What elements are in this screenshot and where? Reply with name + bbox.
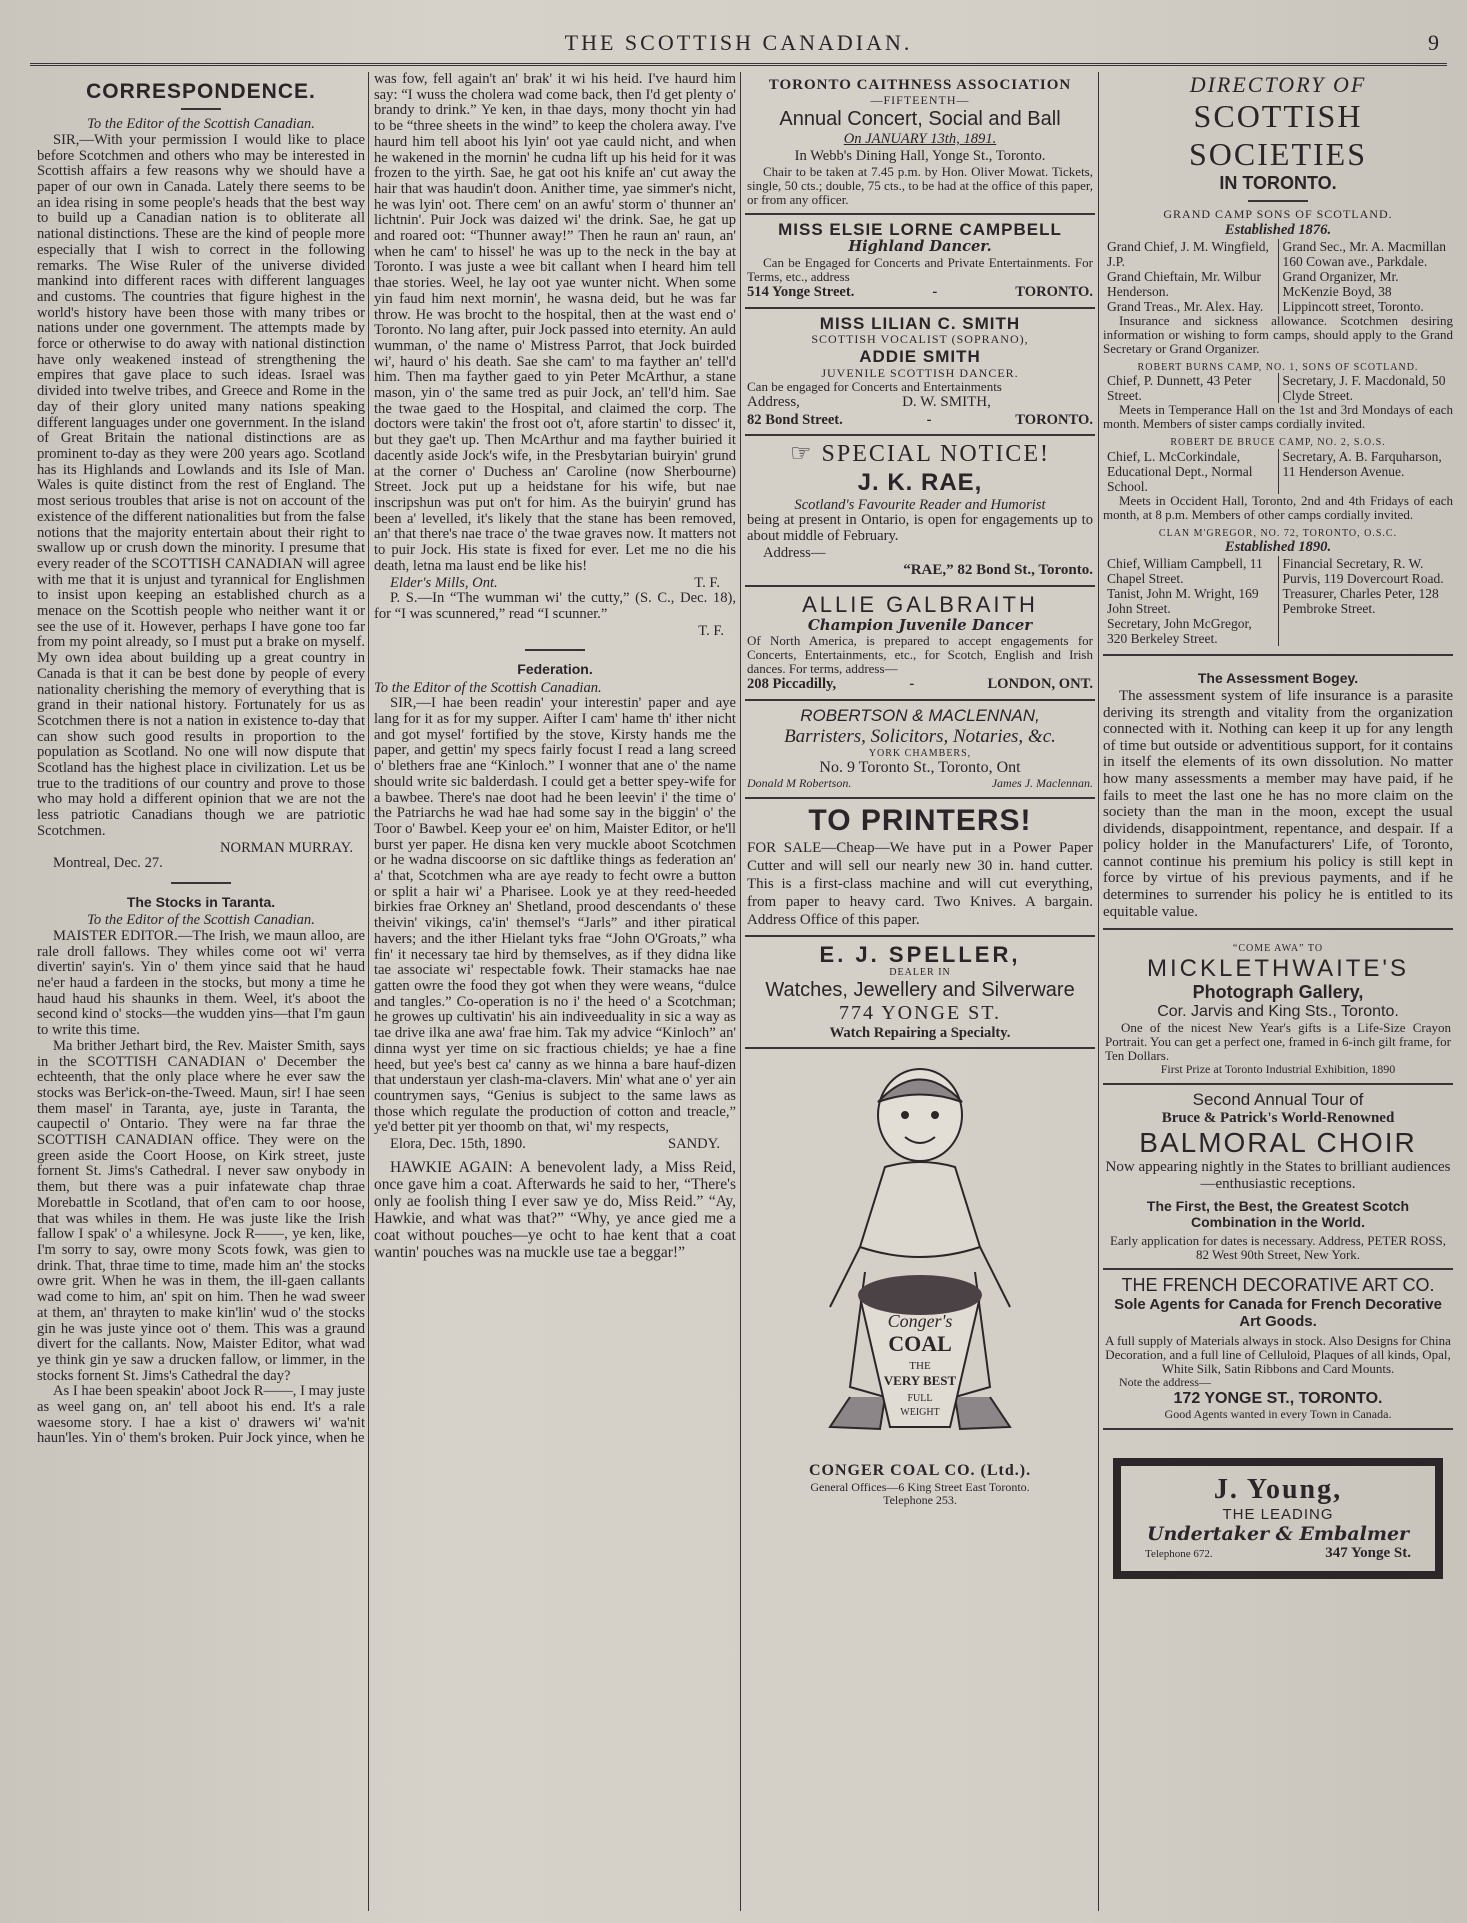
- postscript: P. S.—In “The wumman wi' the cutty,” (S. C., Dec. 18), for “I was scunnered,” read “I scunner.”: [374, 590, 736, 622]
- basket-text: WEIGHT: [900, 1407, 940, 1419]
- anecdote: HAWKIE AGAIN: A benevolent lady, a Miss Reid, once gave him a coat. Afterwards he said to her, “There's only ae foolish thing I ever saw ye do, Miss Reid.” “Ay, Hawkie, and what was that?” “Why, ye ance gied me a coat without pouches—ye ocht to hae kent that a coat wantin' pouches was na muckle use tae a beggar!”: [374, 1158, 736, 1261]
- ad-title: ALLIE GALBRAITH: [802, 591, 1038, 617]
- letter-body: SIR,—I hae been readin' your interestin' paper and aye lang for it as for my supper. Aifter I cam' hame th' ither nicht and got mysel' fortified by the stove, Kirsty hands me the paper, and gettin' my specs fairly focust I read a lang screed o' blethers frae ane “Kinloch.” I wonner that ane o' the name should write sic balderdash. I could get a better spey-wife for a bawbee. There's nae doot had he been leevin' i' the time o' the Patriarchs he wad hae had some say in the biggin' o' the Toor o' Bawbel. Keep your ee' on him, Maister Editor, or he'll burst yer paper. He disna ken very muckle aboot Scotchmen or he wadna discoorse on sic daftlike things as federation an' a' that, Scotchmen wha are aye ready to fecht owre a button or split a hair wi' a Pharisee. Look ye at they reed-heeded birkies frae Orkney an' Shetland, prood descendants o' these theivin' vikings, ca'in' themsel's “Jarls” and ither piratical havers; and the ither Hielant tyks frae “John O'Groats,” wha fin' it necessary tae hird by themselves, as if they didna like tae associate wi' respectable fowk. Their stamacks hae nae gatten owre the food they got when they were weans, “dulce and tangles.” Co-operation is no i' the heed o' a Scotchman; he growes up cultivatin' his ain indiveeduality in sic a way as tae drive ilka ane awa' frae him. Tak my advice “Kinloch” an' dinna wyst yer time on sic fractious chields; ye hae a fine heed, but yee's best ca' canny as we hinna a bare hauf-dizen that understaun yer clash-ma-clavers. Min' what ane o' yer ain countrymen says, “Genius is subject to the same laws as those which regulate the production of cotton and treacle,” ye'd better pit yer thoomb on that, wi' my respects,: [374, 695, 736, 1136]
- ad-subtitle: Highland Dancer.: [848, 238, 992, 256]
- divider: [181, 108, 221, 110]
- divider: [1103, 654, 1453, 656]
- salutation: To the Editor of the Scottish Canadian.: [374, 679, 602, 696]
- ad-prize: First Prize at Toronto Industrial Exhibition, 1890: [1160, 1062, 1396, 1077]
- officers: [1103, 373, 1453, 403]
- ad-street: 208 Piccadilly,: [747, 676, 837, 693]
- article-heading: The Stocks in Taranta.: [126, 894, 276, 911]
- column-1: [37, 72, 365, 1913]
- ad-campbell: [745, 215, 1095, 309]
- dateline: Elora, Dec. 15th, 1890.: [390, 1136, 526, 1153]
- ad-micklethwaite: [1103, 938, 1453, 1085]
- ad-details: Now appearing nightly in the States to brilliant audiences—enthusiastic receptions.: [1105, 1159, 1451, 1193]
- ad-title: MISS LILIAN C. SMITH: [819, 313, 1021, 333]
- ad-caithness: [745, 72, 1095, 215]
- ad-address: 172 YONGE ST., TORONTO.: [1173, 1389, 1383, 1407]
- officers: [1103, 239, 1453, 314]
- ad-goods: Watches, Jewellery and Silverware: [765, 978, 1075, 1001]
- separator: -: [909, 676, 915, 693]
- dateline: Montreal, Dec. 27.: [53, 855, 163, 872]
- society-established: Established 1876.: [1224, 221, 1332, 238]
- separator: -: [926, 411, 932, 428]
- ad-smith: [745, 309, 1095, 437]
- ad-intro: Second Annual Tour of: [1192, 1090, 1364, 1110]
- ad-subtitle: DEALER IN: [889, 967, 951, 979]
- ad-phone: Telephone 253.: [883, 1493, 957, 1508]
- ad-tagline: The First, the Best, the Greatest Scotch Combination in the World.: [1146, 1197, 1410, 1230]
- ad-trade: Undertaker & Embalmer: [1146, 1522, 1410, 1545]
- partner-name: Donald M Robertson.: [747, 776, 852, 791]
- ad-subtitle: —FIFTEENTH—: [870, 93, 970, 108]
- ad-address: 347 Yonge St.: [1325, 1545, 1411, 1562]
- officer: Secretary, John McGregor, 320 Berkeley Street.: [1107, 615, 1252, 646]
- society-note: Insurance and sickness allowance. Scotchmen desiring information or wishing to form camps, should apply to the Grand Secretary or Grand Organizer.: [1103, 312, 1453, 356]
- masthead: [30, 26, 1447, 66]
- ad-details: A full supply of Materials always in stock. Also Designs for China Decoration, and a full line of Celluloid, Plaques of all kinds, Opal, White Silk, Satin Ribbons and Card Mounts.: [1105, 1333, 1451, 1377]
- ad-title: MISS ELSIE LORNE CAMPBELL: [778, 219, 1062, 239]
- pointing-hand-icon: ☞: [790, 441, 822, 468]
- officer: Chief, William Campbell, 11 Chapel Street.: [1107, 555, 1263, 586]
- ad-details: FOR SALE—Cheap—We have put in a Power Paper Cutter and will sell our nearly new 30 in. hand cutter. This is a first-class machine and will cut everything, from paper to heavy card. Two Knives. A bargain. Address Office of this paper.: [747, 839, 1093, 928]
- divider: [1248, 200, 1308, 202]
- society-established: Established 1890.: [1224, 539, 1332, 556]
- ad-title: ADDIE SMITH: [859, 347, 981, 367]
- ad-contact: D. W. SMITH,: [902, 394, 991, 411]
- ad-notice: SPECIAL NOTICE!: [821, 441, 1050, 468]
- ad-phone: Telephone 672.: [1145, 1548, 1213, 1561]
- ad-specialty: Watch Repairing a Specialty.: [829, 1024, 1011, 1041]
- society-title: GRAND CAMP SONS OF SCOTLAND.: [1163, 206, 1393, 221]
- basket-text: Conger's: [887, 1311, 953, 1332]
- ad-balmoral: [1103, 1085, 1453, 1270]
- ad-address: General Offices—6 King Street East Toronto.: [810, 1479, 1030, 1494]
- ad-title: CONGER COAL CO. (Ltd.).: [808, 1462, 1032, 1480]
- ad-street: 514 Yonge Street.: [747, 283, 855, 300]
- ad-event: Annual Concert, Social and Ball: [779, 108, 1061, 131]
- ad-details: being at present in Ontario, is open for engagements up to about middle of February.: [747, 512, 1093, 545]
- divider: [525, 649, 585, 651]
- ad-contact: Early application for dates is necessary. Address, PETER ROSS, 82 West 90th Street, New York.: [1109, 1232, 1446, 1262]
- column-divider: [740, 72, 741, 1911]
- officer: Grand Chief, J. M. Wingfield, J.P.: [1107, 238, 1269, 269]
- society-title: CLAN M'GREGOR, NO. 72, TORONTO, O.S.C.: [1158, 527, 1398, 539]
- ad-details: One of the nicest New Year's gifts is a Life-Size Crayon Portrait. You can get a perfect one, framed in 6-inch gilt frame, for Ten Dollars.: [1105, 1020, 1451, 1064]
- directory-subtitle: IN TORONTO.: [1219, 173, 1337, 194]
- newspaper-title: THE SCOTTISH CANADIAN.: [564, 30, 913, 55]
- basket-text: COAL: [888, 1331, 952, 1357]
- directory-heading: [1103, 72, 1453, 202]
- ad-robertson: [745, 701, 1095, 799]
- officer: Grand Sec., Mr. A. Macmillan 160 Cowan ave., Parkdale.: [1282, 238, 1446, 269]
- ad-details: Chair to be taken at 7.45 p.m. by Hon. Oliver Mowat. Tickets, single, 50 cts.; double, 75 cts., to be had at the office of this paper, or from any officer.: [747, 163, 1093, 207]
- basket-text: THE: [909, 1360, 931, 1373]
- ad-details: Can be engaged for Concerts and Entertainments: [747, 379, 1002, 395]
- ad-street: 82 Bond Street.: [747, 411, 843, 428]
- initials: T. F.: [698, 622, 724, 639]
- dateline: Elder's Mills, Ont.: [390, 574, 498, 591]
- ad-address: “RAE,” 82 Bond St., Toronto.: [903, 561, 1093, 578]
- society-note: Meets in Temperance Hall on the 1st and 3rd Mondays of each month. Members of sister camps cordially invited.: [1103, 402, 1453, 432]
- society-title: ROBERT DE BRUCE CAMP, NO. 2, S.O.S.: [1170, 437, 1386, 449]
- officer: Financial Secretary, R. W. Purvis, 119 Dovercourt Road.: [1282, 555, 1444, 586]
- ad-title: J. K. RAE,: [857, 469, 983, 497]
- ad-details: Can be Engaged for Concerts and Private Entertainments. For Terms, etc., address: [747, 254, 1093, 284]
- divider: [1103, 928, 1453, 930]
- section-heading: CORRESPONDENCE.: [86, 80, 316, 103]
- basket-text: FULL: [907, 1393, 933, 1405]
- ad-young: [1113, 1458, 1443, 1579]
- salutation: To the Editor of the Scottish Canadian.: [87, 912, 315, 929]
- column-divider: [1098, 72, 1099, 1911]
- ad-intro: Bruce & Patrick's World-Renowned: [1161, 1109, 1395, 1126]
- ad-subtitle: SCOTTISH VOCALIST (SOPRANO),: [811, 332, 1029, 347]
- directory-line: DIRECTORY OF: [1189, 72, 1367, 97]
- society-title: ROBERT BURNS CAMP, NO. 1, SONS OF SCOTLAND.: [1137, 361, 1419, 373]
- column-2: [374, 72, 736, 1913]
- ad-rae: [745, 436, 1095, 586]
- ad-title: TORONTO CAITHNESS ASSOCIATION: [768, 77, 1072, 93]
- signature: NORMAN MURRAY.: [219, 839, 353, 856]
- ad-galbraith: [745, 587, 1095, 701]
- ad-title: BALMORAL CHOIR: [1139, 1127, 1417, 1159]
- partner-name: James J. Maclennan.: [991, 776, 1093, 791]
- officer: Secretary, A. B. Farquharson, 11 Henderson Avenue.: [1282, 448, 1442, 479]
- article-heading: Federation.: [517, 661, 593, 678]
- ad-city: TORONTO.: [1015, 411, 1093, 428]
- signature: SANDY.: [667, 1136, 720, 1153]
- ad-address: No. 9 Toronto St., Toronto, Ont: [819, 759, 1021, 777]
- ad-subtitle: Photograph Gallery,: [1192, 982, 1364, 1003]
- ad-venue: In Webb's Dining Hall, Yonge St., Toronto.: [794, 147, 1046, 164]
- officers: [1103, 449, 1453, 494]
- page-number: 9: [1428, 30, 1439, 55]
- paragraph: As I hae been speakin' aboot Jock R——, I may juste as weel gang on, an' tell aboot his end. It's a rale waesome story. I hae a kist o' drawers wi' wa'nit haun'les. Yin o' them's broken. Puir Jock yince, when he: [37, 1383, 365, 1447]
- ad-title: ROBERTSON & MACLENNAN,: [800, 706, 1040, 726]
- paragraph: was fow, fell again't an' brak' it wi his heid. I've haurd him say: “I wuss the cholera wad come back, then I'd get plenty o' brandy to drink.” Ye ken, in thae days, mony thocht yin had to be “three sheets in the wind” to keep the cholera away. I've haurd him tell aboot his lyin' oot yae cauld nicht, and when he wakened in the mornin' he cudna lift up his heid for it was frozen to the yirth. Sae, he gat oot his knife an' cut away the hair that was haudin't doon. Anither time, yae simmer's nicht, he was lyin' oot. There cem' on an awfu' storm o' thunner an' lichtnin'. Puir Jock was daized wi' the drink. Sae, he gat up and roared oot: “Thunner away!” Then he raun an' raun, an' when he cam' to hissel' he was up to the neck in the bay at Toronto. I was juste a wee bit callant when I heard him tell thae stories. Weel, he lay oot yae wunter nicht. When some yin faud him next mornin', he wasna deid, but he was far throw. He was brocht to the hospital, then at the wast end o' Toronto. No lang after, puir Jock passed into eternity. An auld wumman, o' the name o' Mistress Parrot, that Jock buirded wi', haurd o' his death. Sae she cam' to ma fayther an' tell'd him. Then ma fayther gaed to yin Peter McArthur, a stane mason, yin o' the same tred as puir Jock, an' tell'd him. Sae the twae gaed to the Hospital, and claimed the corp. The doctors were takin' the frost oot o't, afore startin' to dissec' it, but they gae't up. Then McArthur and ma fayther buiried it dacently aside Jock's wife, in the Presbytarian buiryin' grund at the corner o' Duchess an' Caroline (now Sherbourne) Street. Jock put up a heidstane for his wife, but nae inscripshun was put on't for him. As the buiryin' grund has been a' levelled, it's likely that the stane has been removed, an' that there's nae trace o' the twae graves now. It matters not to puir Jock. His state is fixed for ever. Let me no die his death, letna ma laust end be like his!: [374, 72, 736, 574]
- officer: Tanist, John M. Wright, 169 John Street.: [1107, 585, 1259, 616]
- officers: [1103, 556, 1453, 646]
- ad-conger: [745, 1049, 1095, 1508]
- ad-title: MICKLETHWAITE'S: [1146, 954, 1410, 982]
- column-divider: [368, 72, 369, 1911]
- ad-title: TO PRINTERS!: [808, 804, 1032, 838]
- basket-text: VERY BEST: [883, 1373, 957, 1389]
- ad-title: THE FRENCH DECORATIVE ART CO.: [1121, 1274, 1435, 1295]
- letter-body: SIR,—With your permission I would like to place before Scotchmen and others who may be interested in Scottish affairs a few reasons why we should have a paper of our own in Canada. Lately there seems to be an idea rising in some people's heads that the best way to build up a Canadian nation is to obliterate all national distinctions. These are the kind of people more especially that I wish to correct in the following remarks. The Wise Ruler of the universe divided mankind into different races with different languages and customs. The countries that figure highest in the world's history have been those with many tribes or nations under one government. The attempts made by force or otherwise to do away with national distinction have only weakened instead of strengthening the empires that gave place to such ideas. Israel was divided into twelve tribes, and Greece and Rome in the day of their glory united many nations speaking different languages under one government. In the island of Great Britain the national distinctions are as prominent to-day as they were 200 years ago. Scotland has its Highlands and Lowlands and its Isle of Man. Wales is quite distinct from the rest of England. The most serious troubles that arise is not on account of the existence of the different nationalities but from the false notions that the majority entertain about their right to swallow up or crush down the minority. I presume that every reader of the SCOTTISH CANADIAN will agree with me that it is unjust and tyrannical for Englishmen to insist upon keeping an established church as a menace on the Scottish people who neither want it or see the use of it. However, perhaps I have gone too far from my point already, so I must put a brake on myself. My own idea about building up a great country in Canada is that it can be best done by people of every nationality cherishing the memory of everything that is grand in their national history. Fortunately for us as Scotchmen there is not a nation in existence to-day that can show such good results in proportion to the population as Scotland. No one will now dispute that Scotland has the highest place in civilization. Let us be true to the traditions of our country and prove to those who may hold a different opinion that we are not the less patriotic Canadians though we are patriotic Scotchmen.: [37, 131, 365, 839]
- ad-printers: [745, 799, 1095, 937]
- ad-agents: Good Agents wanted in every Town in Canada.: [1164, 1407, 1392, 1422]
- officer: Treasurer, Charles Peter, 128 Pembroke Street.: [1282, 585, 1439, 616]
- society-note: Meets in Occident Hall, Toronto, 2nd and 4th Fridays of each month, at 8 p.m. Members of other camps cordially invited.: [1103, 492, 1453, 522]
- ad-title: J. Young,: [1213, 1474, 1343, 1506]
- officer: Grand Treas., Mr. Alex. Hay.: [1107, 298, 1264, 314]
- label: Address,: [747, 394, 800, 411]
- article-body: The assessment system of life insurance is a parasite deriving its strength and vitality from the organization connected with it. Nothing can keep it up for any length of time but outside or adventitious support, for it contains in itself the elements of its own dissolution. No matter how many assessments a member may have paid, if he fails to meet the last one he has no more claim on the society than the man in the moon, except the usual dividends, disappointment, repentance, and despair. If a policy holder in the Manufacturers' Life, of Toronto, cannot continue his premium his policy is still kept in force by virtue of his previous payments, and if he determines to surrender his policy he is entitled to its equitable value.: [1103, 687, 1453, 920]
- ad-details: Of North America, is prepared to accept engagements for Concerts, Entertainments, etc., for Scotch, English and Irish dances. For terms, address—: [747, 633, 1093, 677]
- ad-french-decorative: [1103, 1270, 1453, 1430]
- initials: T. F.: [694, 574, 720, 591]
- ad-subtitle: THE LEADING: [1222, 1506, 1334, 1524]
- ad-building: YORK CHAMBERS,: [868, 747, 972, 759]
- salutation: To the Editor of the Scottish Canadian.: [87, 116, 315, 133]
- ad-city: LONDON, ONT.: [987, 676, 1093, 693]
- officer: Grand Chieftain, Mr. Wilbur Henderson.: [1107, 268, 1262, 299]
- ad-address: 774 YONGE ST.: [838, 1001, 1002, 1024]
- paragraph: MAISTER EDITOR.—The Irish, we maun alloo, are rale droll fallows. They whiles come oot wi' verra divertin' sayin's. Yin o' them yince said that he haud ne'er haud a fardeen in the stocks, but mony a time he haud haud his shaunks in them. Weel, it's aboot the second kind o' stocks—the wudden yins—that I'm gaun to write this time.: [37, 927, 365, 1039]
- ad-intro: “COME AWA” TO: [1232, 943, 1324, 955]
- coal-boy-illustration: [790, 1057, 1050, 1457]
- ad-subtitle: Barristers, Solicitors, Notaries, &c.: [784, 725, 1056, 747]
- separator: -: [932, 283, 938, 300]
- divider: [171, 882, 231, 884]
- label: Address—: [763, 544, 826, 561]
- directory-title: SCOTTISH SOCIETIES: [1189, 98, 1367, 173]
- officer: Secretary, J. F. Macdonald, 50 Clyde Street.: [1282, 373, 1446, 404]
- ad-speller: [745, 937, 1095, 1050]
- officer: Grand Organizer, Mr. McKenzie Boyd, 38 Lippincott street, Toronto.: [1282, 268, 1424, 314]
- ad-date: On JANUARY 13th, 1891.: [843, 131, 997, 148]
- article-heading: The Assessment Bogey.: [1197, 669, 1359, 686]
- ad-subtitle: Champion Juvenile Dancer: [807, 616, 1033, 635]
- paragraph: Ma brither Jethart bird, the Rev. Maister Smith, says in the SCOTTISH CANADIAN o' December the echteenth, that the only place where he ever saw the stocks was Ber'ick-on-the-Tweed. Maun, sir! I hae seen them masel' in Taranta, aye, juste in Taranta, the caupectil o' Ontario. They were na far thrae the SCOTTISH CANADIAN office. They were on the green aside the Coort Hoose, on Kirk street, juste fornent St. Jims's Cathedral. I never saw onybody in them, but there was a puir infatewate chap thrae Morebattle in Scotland, that of'en cam to oor hoose, that was whiles in them. He was juste like the Irish fallow I spak' o' a whilesyne. Jock R——, ye ken, like, I'm sorry to say, owre mony Scots fowk, was gien to drink. That, thrae time to time, made him an' the stocks owre grit. When he was in them, the ill-gaen callants wad come to him, an' spit on him. Then he wad sweer at them, an' thrayten to make kin'lin' wud o' the stocks gin he was juste yince oot o' them. This was a graund divert for the callants. Now, Maister Editor, what wad ye think gin ye saw a drucken fallow, or limmer, in the stocks fornent St. Jims's Cathedral the day?: [37, 1037, 365, 1384]
- ad-note: Note the address—: [1119, 1375, 1211, 1390]
- column-3-advertisements: [745, 72, 1095, 1913]
- ad-subtitle: JUVENILE SCOTTISH DANCER.: [821, 365, 1019, 380]
- ad-subtitle: Scotland's Favourite Reader and Humorist: [794, 496, 1046, 513]
- ad-subtitle: Sole Agents for Canada for French Decorative Art Goods.: [1114, 1295, 1442, 1330]
- ad-city: TORONTO.: [1015, 283, 1093, 300]
- ad-title: E. J. SPELLER,: [819, 941, 1021, 967]
- officer: Chief, P. Dunnett, 43 Peter Street.: [1107, 373, 1252, 404]
- officer: Chief, L. McCorkindale, Educational Dept., Normal School.: [1107, 448, 1253, 494]
- ad-address: Cor. Jarvis and King Sts., Toronto.: [1157, 1003, 1399, 1021]
- column-4: [1103, 72, 1453, 1913]
